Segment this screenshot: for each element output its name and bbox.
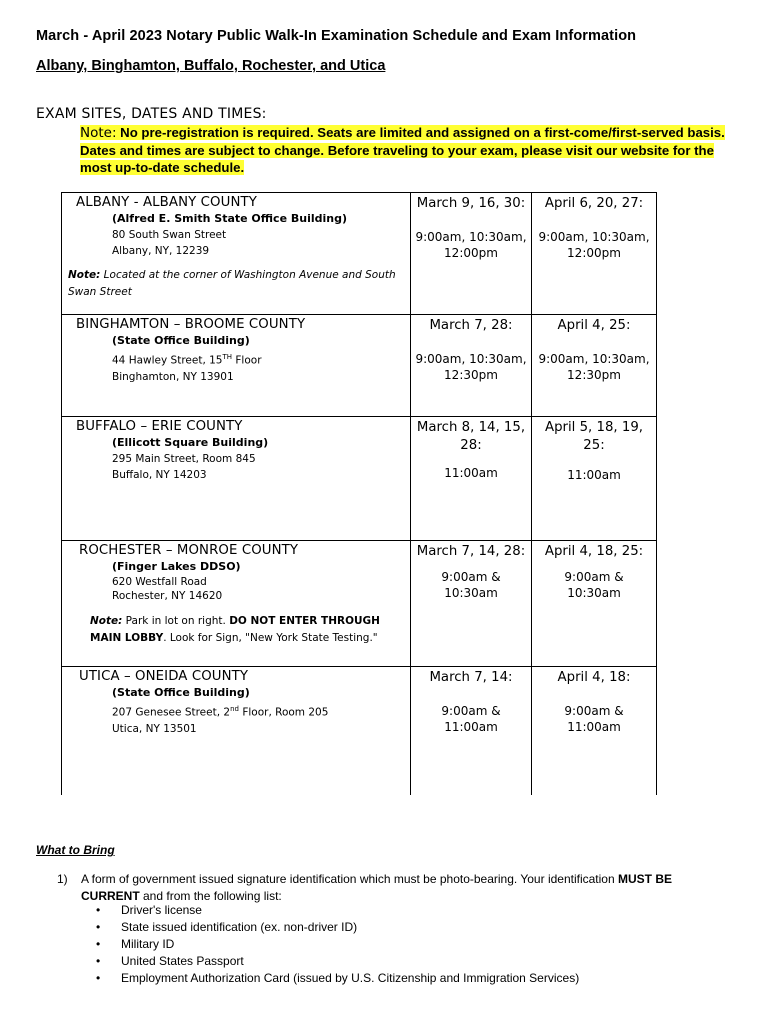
address-line: Utica, NY 13501 xyxy=(112,722,197,735)
list-item: • Driver's license xyxy=(96,902,579,919)
april-cell xyxy=(532,193,657,315)
site-name: ALBANY - ALBANY COUNTY xyxy=(76,195,257,210)
list-item: • Military ID xyxy=(96,936,579,953)
site-note-text: Located at the corner of Washington Avenue and South Swan Street xyxy=(68,269,396,298)
march-cell xyxy=(411,417,532,541)
site-note-label: Note: xyxy=(90,615,123,627)
site-name: ROCHESTER – MONROE COUNTY xyxy=(79,543,299,558)
what-to-bring-heading: What to Bring xyxy=(36,843,115,857)
list-item: • United States Passport xyxy=(96,953,579,970)
bring-item-1 xyxy=(57,871,717,905)
site-cell xyxy=(62,193,411,315)
site-cell xyxy=(62,315,411,417)
site-note: Note: Park in lot on right. DO NOT ENTER THROUGH MAIN LOBBY. Look for Sign, "New York State Testing." xyxy=(90,615,380,644)
march-dates: March 7, 14, 28: xyxy=(416,544,526,559)
list-item: • Employment Authorization Card (issued by U.S. Citizenship and Immigration Services) xyxy=(96,970,579,987)
march-dates: March 8, 14, 15, 28: xyxy=(416,420,526,453)
april-dates: April 4, 18, 25: xyxy=(544,544,644,559)
registration-note-label: Note: xyxy=(80,125,117,141)
site-note-label: Note: xyxy=(68,269,101,281)
address-line: Binghamton, NY 13901 xyxy=(112,370,234,383)
site-name: BINGHAMTON – BROOME COUNTY xyxy=(76,317,306,332)
site-address xyxy=(112,349,410,385)
list-number: 1) xyxy=(57,872,68,886)
site-cell xyxy=(62,541,411,667)
exam-sites-heading: EXAM SITES, DATES AND TIMES: xyxy=(36,106,267,122)
table-row xyxy=(62,315,657,417)
page-title: March - April 2023 Notary Public Walk-In Examination Schedule and Exam Information xyxy=(36,28,637,44)
address-line: 620 Westfall Road xyxy=(112,576,207,588)
bring-item-text: A form of government issued signature identification which must be photo-bearing. Your identification MUST BE CURRENT and from the following list: xyxy=(81,872,672,903)
april-times: 9:00am, 10:30am, 12:30pm xyxy=(538,352,650,382)
march-times: 9:00am & 11:00am xyxy=(441,704,501,734)
list-item: • State issued identification (ex. non-driver ID) xyxy=(96,919,579,936)
table-row xyxy=(62,193,657,315)
march-cell xyxy=(411,315,532,417)
site-cell xyxy=(62,417,411,541)
april-times: 11:00am xyxy=(567,468,621,482)
address-line: 295 Main Street, Room 845 xyxy=(112,453,256,465)
april-times: 9:00am, 10:30am, 12:00pm xyxy=(538,230,650,260)
table-row xyxy=(62,541,657,667)
march-times: 9:00am & 10:30am xyxy=(441,570,501,600)
march-dates: March 7, 14: xyxy=(429,670,513,685)
march-cell xyxy=(411,667,532,795)
site-building: (Finger Lakes DDSO) xyxy=(112,560,241,573)
march-times: 9:00am, 10:30am, 12:30pm xyxy=(415,352,527,382)
site-building: (Alfred E. Smith State Office Building) xyxy=(112,212,347,225)
march-times: 9:00am, 10:30am, 12:00pm xyxy=(415,230,527,260)
site-address xyxy=(112,575,410,603)
exam-schedule-table xyxy=(61,192,657,795)
april-dates: April 4, 18: xyxy=(557,670,631,685)
registration-note-text: No pre-registration is required. Seats are limited and assigned on a first-come/first-served basis. Dates and times are subject to change. Before traveling to your exam, please visit our website for the most up-to-date schedule. xyxy=(80,125,725,175)
address-line: Buffalo, NY 14203 xyxy=(112,469,207,481)
site-address xyxy=(112,451,410,483)
april-cell xyxy=(532,315,657,417)
address-line: Albany, NY, 12239 xyxy=(112,245,210,257)
site-name: UTICA – ONEIDA COUNTY xyxy=(79,669,249,684)
april-cell xyxy=(532,667,657,795)
address-line: 80 South Swan Street xyxy=(112,229,227,241)
site-address xyxy=(112,227,410,259)
april-cell xyxy=(532,541,657,667)
site-building: (Ellicott Square Building) xyxy=(112,436,269,449)
address-line: 44 Hawley Street, 15TH Floor xyxy=(112,353,262,367)
address-line: 207 Genesee Street, 2nd Floor, Room 205 xyxy=(112,705,329,719)
site-building: (State Office Building) xyxy=(112,334,250,347)
table-row xyxy=(62,667,657,795)
april-dates: April 5, 18, 19, 25: xyxy=(544,420,644,453)
march-cell xyxy=(411,541,532,667)
march-dates: March 7, 28: xyxy=(429,318,513,333)
id-list xyxy=(96,902,579,987)
page-subtitle: Albany, Binghamton, Buffalo, Rochester, and Utica xyxy=(36,58,386,74)
april-times: 9:00am & 10:30am xyxy=(564,570,624,600)
address-line: Rochester, NY 14620 xyxy=(112,590,223,602)
march-times: 11:00am xyxy=(444,466,498,480)
registration-note xyxy=(80,124,740,176)
march-dates: March 9, 16, 30: xyxy=(416,196,526,211)
site-name: BUFFALO – ERIE COUNTY xyxy=(76,419,243,434)
april-dates: April 6, 20, 27: xyxy=(544,196,644,211)
march-cell xyxy=(411,193,532,315)
site-cell xyxy=(62,667,411,795)
april-dates: April 4, 25: xyxy=(557,318,631,333)
table-row xyxy=(62,417,657,541)
site-note xyxy=(68,267,398,301)
site-building: (State Office Building) xyxy=(112,686,250,699)
april-cell xyxy=(532,417,657,541)
april-times: 9:00am & 11:00am xyxy=(564,704,624,734)
site-address xyxy=(112,701,410,737)
